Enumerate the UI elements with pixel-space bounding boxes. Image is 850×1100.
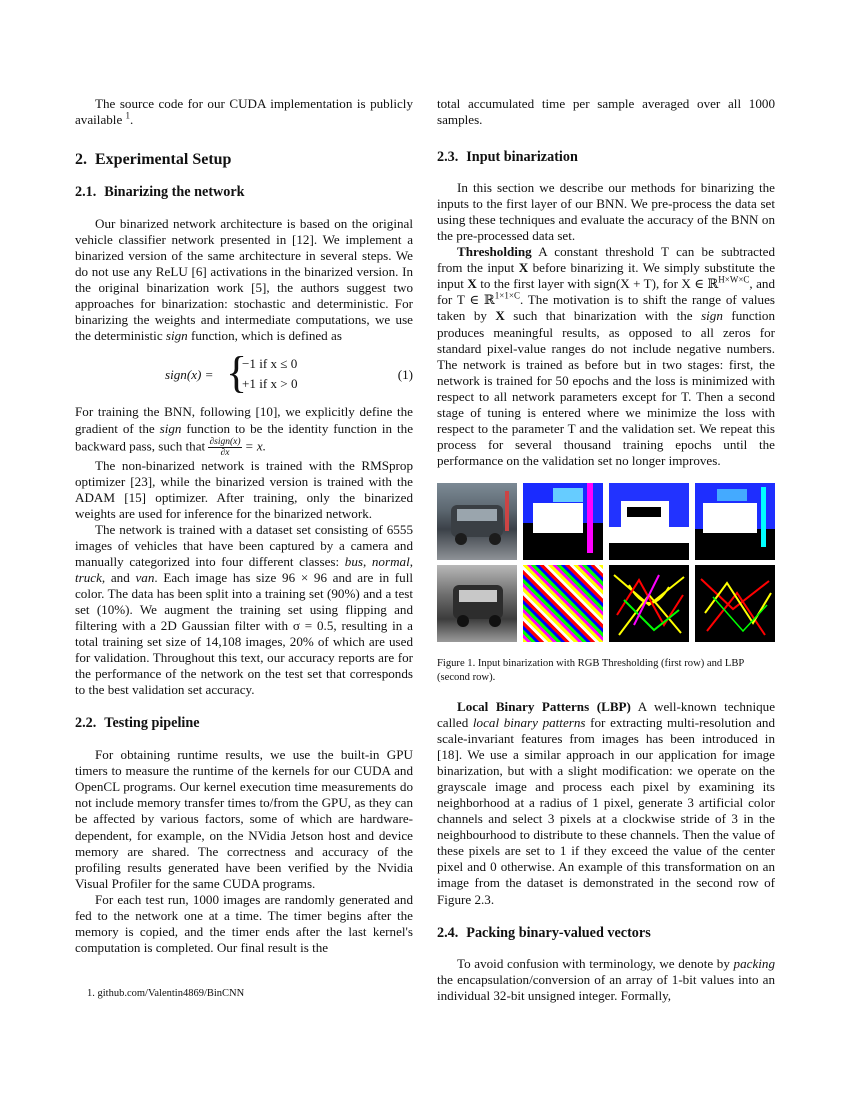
figure-caption: Figure 1. Input binarization with RGB Thresholding (first row) and LBP (second row).: [437, 657, 744, 683]
equation-case-1: −1 if x ≤ 0: [242, 356, 298, 372]
emphasis: bus: [344, 553, 363, 569]
emphasis: truck: [75, 569, 102, 585]
paragraph-input-binarization: In this section we describe our methods for binarizing the inputs to the first layer of our BNN. We pre-process the data set using these techniques and evaluate the accuracy of the BNN on the pre-processed data set.: [437, 180, 775, 244]
fraction-denominator: ∂x: [220, 447, 230, 458]
subsection-title: Binarizing the network: [104, 184, 245, 201]
text: A well-known technique called: [437, 698, 776, 730]
subsection-number: 2.2.: [75, 715, 97, 732]
emphasis: sign: [159, 420, 182, 436]
paragraph-continued: total accumulated time per sample averaged over all 1000 samples.: [437, 96, 775, 128]
text: before binarizing it. We simply substitute the input: [437, 260, 776, 292]
subsection-heading-2-2: [75, 714, 413, 732]
superscript: 1×1×C: [494, 291, 520, 302]
left-column: [75, 96, 413, 956]
right-column: [437, 96, 775, 1004]
footnote-marker: 1: [125, 110, 131, 121]
threshold-pattern: [695, 483, 775, 560]
text: the encapsulation/conversion of an array of 1-bit values into an individual 32-bit unsigned integer. Formally,: [437, 971, 775, 1003]
text: function to be the identity function in the backward pass, such that: [75, 420, 414, 454]
section-title: Experimental Setup: [95, 151, 232, 169]
text: Our binarized network architecture is based on the original vehicle classifier network presented in [12]. We implement a binarized version of the same architecture in several steps. We do not use any ReLU [6] activations in the binarized version. In the original binarization work [5], the authors suggest two approaches for binarization: stochastic and deterministic. For binarizing the weights and intermediate computations, we use the deterministic: [75, 216, 413, 344]
text: for extracting multi-resolution and scale-invariant features from images has been introduced in [18]. We use a similar approach in our application for image binarization, but with a slight modification: we operate on the grayscale image and process each pixel by examining its neighborhood at a radius of 1 pixel, generate 3 artificial color channels and select 3 pixels at a clockwise stride of 3 in the neighbourhood to distribute to these channels. Then the value of these pixels are set to 1 if they exceed the value of the center pixel and 0 otherwise. An example of this transformation on an image from the dataset is demonstrated in the second row of Figure 2.3.: [437, 714, 775, 907]
section-number: 2.: [75, 151, 87, 169]
subsection-heading-2-1: [75, 183, 413, 201]
paragraph-packing: [437, 956, 775, 1004]
math-symbol: X: [467, 276, 477, 292]
figure-1: [437, 483, 775, 645]
text: function produces meaningful results, as opposed to all zeros for standard pixel-value ranges do not include negative numbers. The network is trained as before but in two stages: first, the network is trained for 50 epochs and the loss is minimized with respect to all network parameters except for T. Then a second stage of tuning is entered where we minimize the loss with respect to the parameter T and the validation set. We repeat this process for several thousand training epochs until the performance on the validation set no longer improves.: [437, 308, 775, 468]
threshold-image-1: [523, 483, 603, 560]
equation-1: [75, 350, 413, 400]
intro-paragraph: The source code for our CUDA implementation is publicly available $^1$.: [75, 96, 413, 128]
superscript: H×W×C: [718, 275, 750, 286]
text: The network is trained with a dataset set consisting of 6555 images of vehicles that have been captured by a camera and manually categorized into four different classes:: [75, 521, 413, 569]
grayscale-photo-image: [437, 565, 517, 642]
math-symbol: X: [518, 260, 529, 276]
subsection-number: 2.4.: [437, 924, 459, 941]
text: function, which is defined as: [187, 328, 342, 344]
subsection-number: 2.1.: [75, 184, 97, 201]
equation-case-2: +1 if x > 0: [242, 376, 298, 392]
emphasis: normal: [371, 553, 410, 569]
emphasis: local binary patterns: [472, 714, 586, 730]
paragraph-lbp: [437, 699, 775, 908]
lbp-edge-pattern: [609, 565, 689, 642]
lbp-image-1: [523, 565, 603, 642]
subsection-number: 2.3.: [437, 149, 459, 166]
vehicle-silhouette: [437, 565, 517, 642]
footnote: 1. github.com/Valentin4869/BinCNN: [87, 988, 245, 999]
emphasis: packing: [733, 955, 775, 971]
vehicle-silhouette: [437, 483, 517, 560]
text: . The motivation is to shift the range of values taken by: [437, 292, 775, 324]
equation-lhs: sign(x) =: [165, 367, 214, 383]
threshold-pattern: [523, 483, 603, 560]
text: such that binarization with the: [504, 308, 702, 324]
paragraph-gradient: [75, 404, 413, 457]
lbp-edge-pattern: [695, 565, 775, 642]
paragraph-testing-runtime: For obtaining runtime results, we use the built-in GPU timers to measure the runtime of the kernels for our CUDA and OpenCL programs. Our kernel execution time measurements do not include memory transfer times to/from the GPU, as they can be affected by various factors, some of which are hardware-dependent, for example, on the NVidia Jetson host and device memory are shared. The correctness and accuracy of the profiling results generated have been verified by the Nvidia Visual Profiler for the same CUDA programs.: [75, 747, 413, 891]
vehicle-photo-image: [437, 483, 517, 560]
threshold-pattern: [609, 483, 689, 560]
equation-number: (1): [397, 367, 413, 383]
paragraph-thresholding: [437, 244, 775, 469]
section-heading-2: [75, 150, 413, 170]
math-symbol: X: [495, 308, 505, 324]
emphasis: sign: [701, 308, 723, 324]
paragraph-optimizers: The non-binarized network is trained with the RMSprop optimizer [23], while the binarized version is trained with the ADAM [15] optimizer. After training, only the binarized weights are used for inference for the binarized network.: [75, 457, 413, 521]
text: To avoid confusion with terminology, we denote by: [457, 955, 734, 971]
paragraph-dataset: The network is trained with a dataset set consisting of 6555 images of vehicles that have been captured by a camera and manually categorized into four different classes: bus, normal, truck, and van. Each image has size 96 × 96 and are in full color. The data has been split into a training set (90%) and a test set (10%). We augment the training set using flipping and filtering with a 2D Gaussian filter with σ = 0.5, resulting in a total training set size of 14,108 images, 20% of which are used for validation. Throughout this text, our accuracy reports are for the performance of the network on the test set that corresponds to the best validation set accuracy.: [75, 521, 413, 698]
subsection-title: Input binarization: [466, 149, 578, 166]
subsection-heading-2-3: [437, 148, 775, 166]
text: = x.: [241, 438, 266, 454]
lbp-image-2: [609, 565, 689, 642]
emphasis: van: [135, 569, 155, 585]
text: , and for T ∈ ℝ: [437, 276, 776, 308]
fraction: [208, 437, 241, 458]
emphasis: sign: [165, 328, 188, 344]
fraction-numerator: ∂sign(x): [209, 436, 241, 447]
paragraph-heading: Local Binary Patterns (LBP): [457, 698, 631, 714]
paragraph-test-run: For each test run, 1000 images are randomly generated and fed to the network one at a time. The timer begins after the memory is copied, and the timer ends after the last kernel's computation is completed. Our final result is the: [75, 891, 413, 955]
paragraph-binarized-architecture: [75, 216, 413, 344]
text: to the first layer with sign(X + T), for X ∈ ℝ: [476, 276, 719, 292]
paragraph-heading: Thresholding: [457, 244, 532, 260]
intro-text: The source code for our CUDA implementation is publicly available: [75, 96, 413, 128]
threshold-image-2: [609, 483, 689, 560]
curly-brace: {: [226, 348, 248, 398]
text: A constant threshold T can be subtracted from the input: [437, 244, 775, 276]
threshold-image-3: [695, 483, 775, 560]
subsection-title: Testing pipeline: [104, 715, 200, 732]
subsection-heading-2-4: [437, 924, 775, 942]
text: . Each image has size 96 × 96 and are in full color. The data has been split into a training set (90%) and a test set (10%). We augment the training set using flipping and filtering with a 2D Gaussian filter with σ = 0.5, resulting in a total training set size of 14,108 images, 20% of which are used for validation. Throughout this text, our accuracy reports are for the performance of the network on the test set that corresponds to the best validation set accuracy.: [75, 569, 413, 698]
text: For training the BNN, following [10], we explicitly define the gradient of the: [75, 404, 413, 436]
subsection-title: Packing binary-valued vectors: [466, 924, 651, 941]
lbp-image-3: [695, 565, 775, 642]
